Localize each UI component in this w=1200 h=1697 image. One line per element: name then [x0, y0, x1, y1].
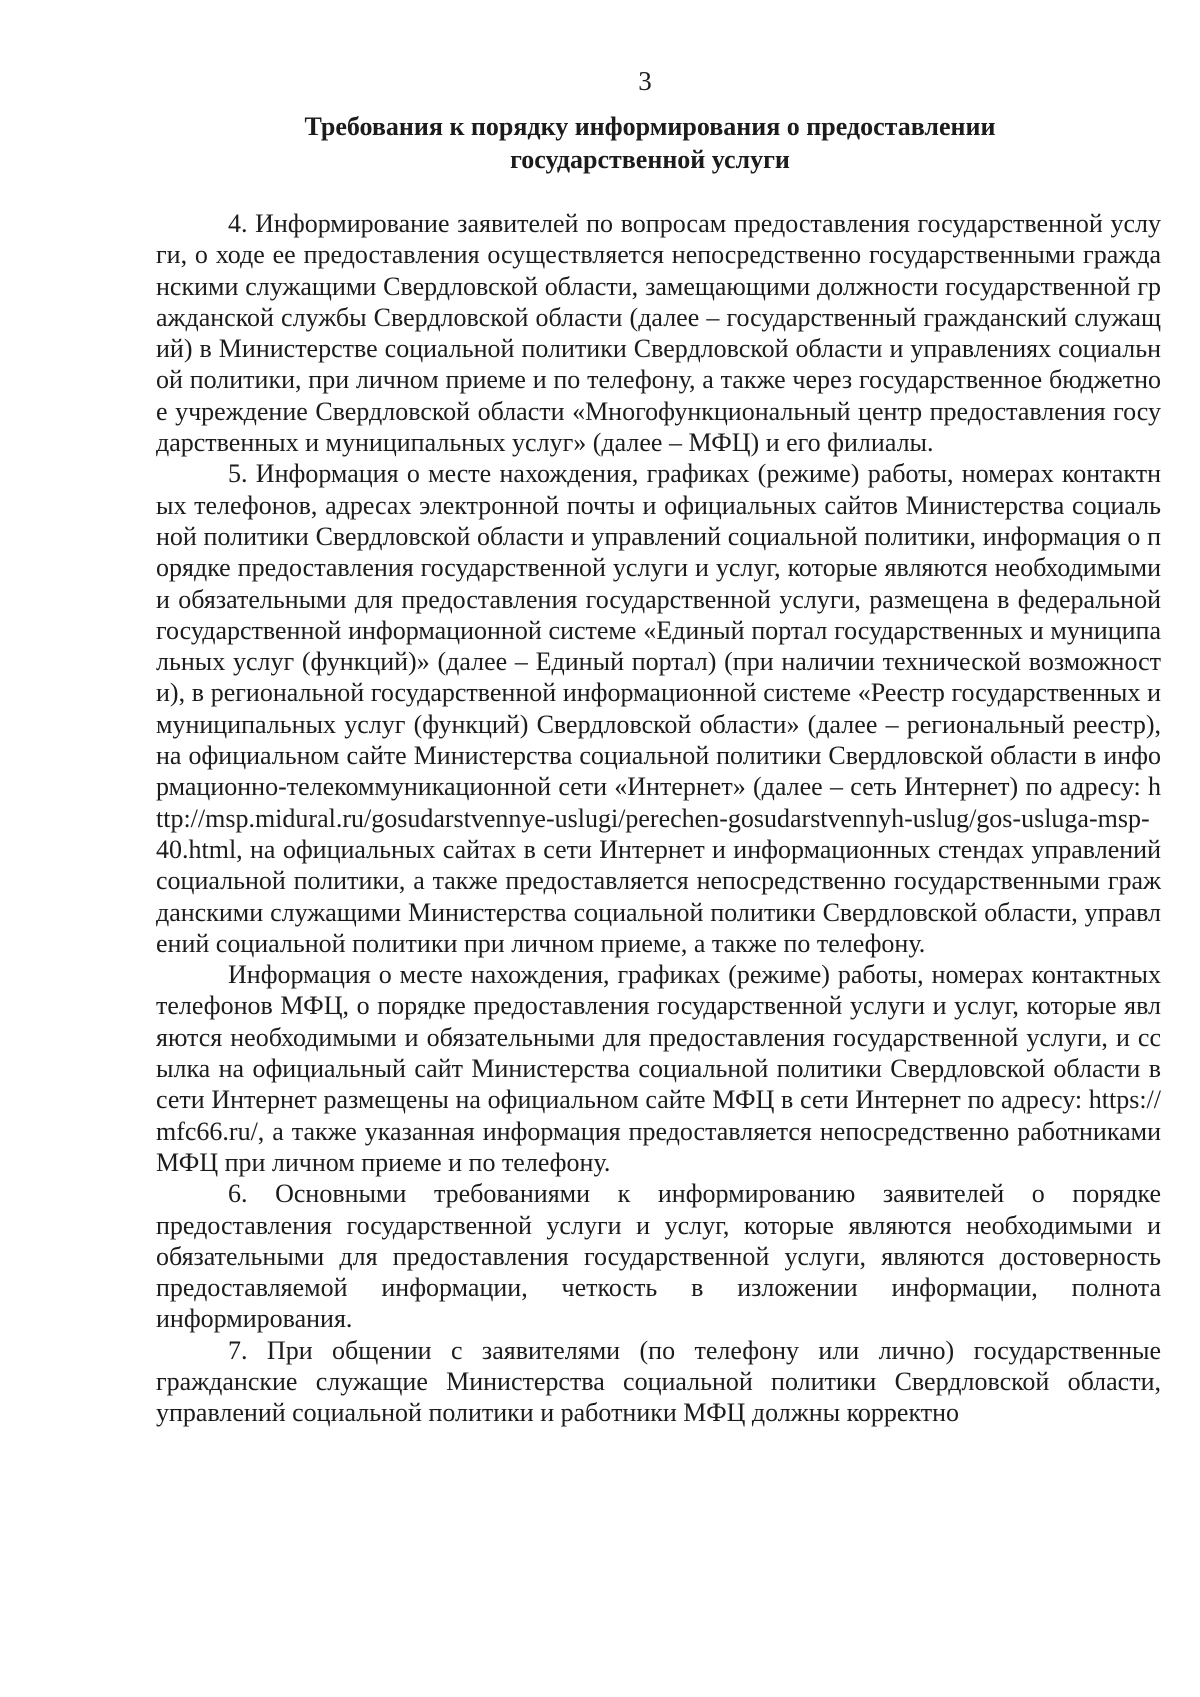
paragraph-7: 7. При общении с заявителями (по телефону или лично) государственные гражданские служащие Министерства социальной политики Свердловской области, управлений социальной политики и работники МФЦ должны корректно	[156, 1335, 1161, 1428]
section-title: Требования к порядку информирования о предоставлении государственной услуги	[304, 112, 996, 174]
paragraph-4: 4. Информирование заявителей по вопросам предоставления государственной услуги, о ходе ее предоставления осуществляется непосредственно государственными гражданскими служащими Свердловской области, замещающими должности государственной гражданской службы Свердловской области (далее – государственный гражданский служащий) в Министерстве социальной политики Свердловской области и управлениях социальной политики, при личном приеме и по телефону, а также через государственное бюджетное учреждение Свердловской области «Многофункциональный центр предоставления государственных и муниципальных услуг» (далее – МФЦ) и его филиалы.	[156, 209, 1161, 458]
paragraph-5: 5. Информация о месте нахождения, графиках (режиме) работы, номерах контактных телефонов, адресах электронной почты и официальных сайтов Министерства социальной политики Свердловской области и управлений социальной политики, информация о порядке предоставления государственной услуги и услуг, которые являются необходимыми и обязательными для предоставления государственной услуги, размещена в федеральной государственной информационной системе «Единый портал государственных и муниципальных услуг (функций)» (далее – Единый портал) (при наличии технической возможности), в региональной государственной информационной системе «Реестр государственных и муниципальных услуг (функций) Свердловской области» (далее – региональный реестр), на официальном сайте Министерства социальной политики Свердловской области в информационно-телекоммуникационной сети «Интернет» (далее – сеть Интернет) по адресу: http://msp.midural.ru/gosudarstvennye-uslugi/perechen-gosudarstvennyh-uslug/gos-usluga-msp-40.html, на официальных сайтах в сети Интернет и информационных стендах управлений социальной политики, а также предоставляется непосредственно государственными гражданскими служащими Министерства социальной политики Свердловской области, управлений социальной политики при личном приеме, а также по телефону.	[156, 459, 1161, 958]
paragraph-6: 6. Основными требованиями к информированию заявителей о порядке предоставления государственной услуги и услуг, которые являются необходимыми и обязательными для предоставления государственной услуги, являются достоверность предоставляемой информации, четкость в изложении информации, полнота информирования.	[156, 1179, 1161, 1334]
paragraph-5-mfc: Информация о месте нахождения, графиках (режиме) работы, номерах контактных телефонов МФЦ, о порядке предоставления государственной услуги и услуг, которые являются необходимыми и обязательными для предоставления государственной услуги, и ссылка на официальный сайт Министерства социальной политики Свердловской области в сети Интернет размещены на официальном сайте МФЦ в сети Интернет по адресу: https://mfc66.ru/, а также указанная информация предоставляется непосредственно работниками МФЦ при личном приеме и по телефону.	[156, 960, 1161, 1177]
document-body	[156, 208, 1161, 1429]
page-number: 3	[638, 66, 652, 96]
